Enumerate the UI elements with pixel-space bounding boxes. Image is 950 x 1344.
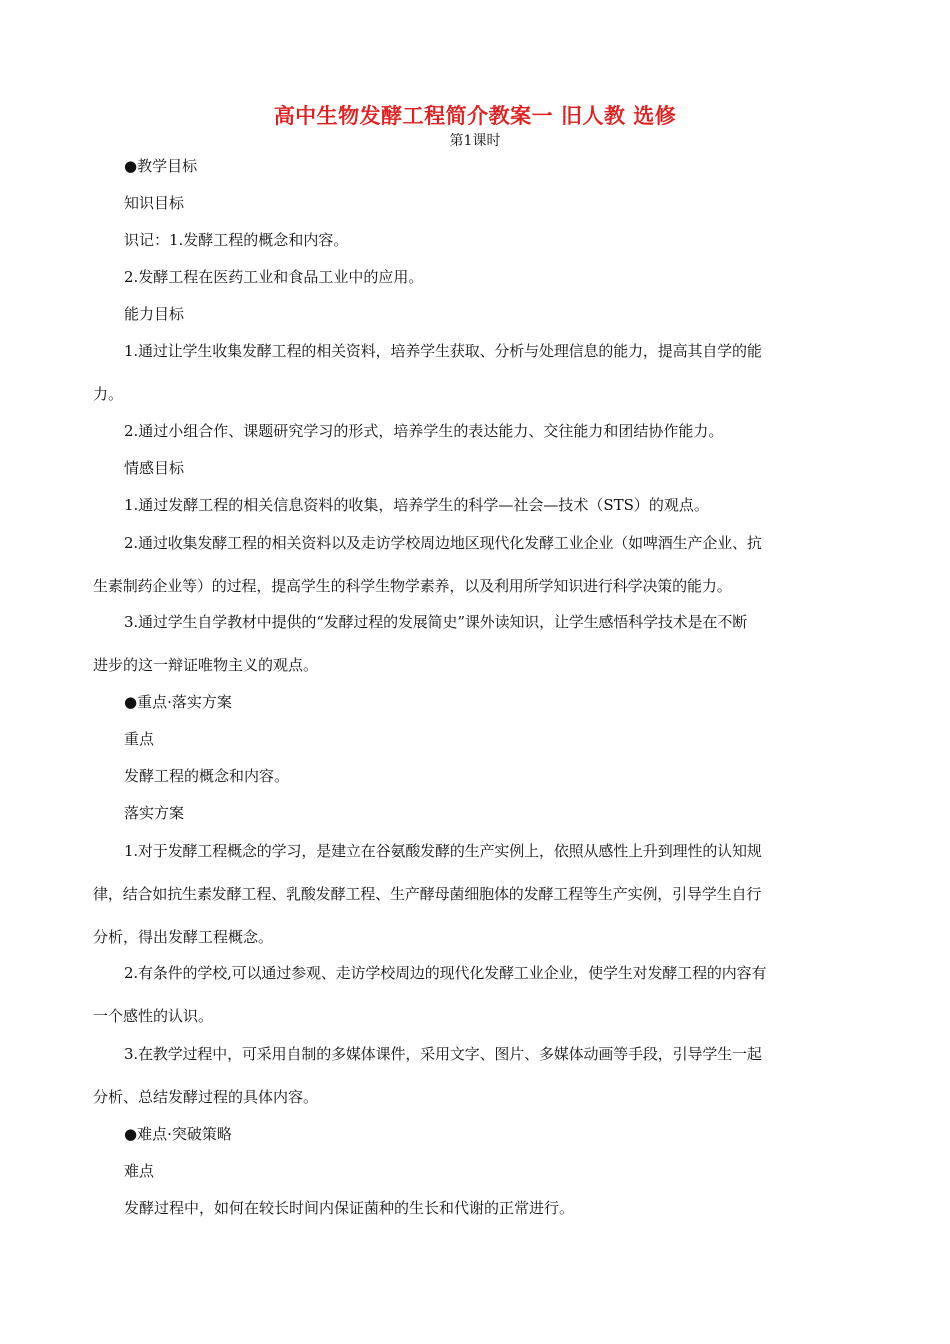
paragraph: 1.通过发酵工程的相关信息资料的收集，培养学生的科学—社会—技术（STS）的观点。 (124, 496, 709, 514)
section-heading-difficulties: ●难点·突破策略 (124, 1125, 232, 1143)
paragraph: 识记：1.发酵工程的概念和内容。 (124, 231, 349, 249)
paragraph: 2.通过收集发酵工程的相关资料以及走访学校周边地区现代化发酵工业企业（如啤酒生产企业、抗 (124, 534, 762, 552)
section-heading-key-points: ●重点·落实方案 (124, 693, 232, 711)
paragraph-continuation: 分析、总结发酵过程的具体内容。 (93, 1088, 319, 1106)
paragraph: 3.在教学过程中，可采用自制的多媒体课件，采用文字、图片、多媒体动画等手段，引导学生一起 (124, 1045, 762, 1063)
section-heading-teaching-goals: ●教学目标 (124, 157, 198, 175)
paragraph-continuation: 力。 (93, 385, 124, 403)
paragraph: 发酵工程的概念和内容。 (124, 767, 290, 785)
paragraph: 2.通过小组合作、课题研究学习的形式，培养学生的表达能力、交往能力和团结协作能力。 (124, 422, 724, 440)
paragraph-continuation: 一个感性的认识。 (93, 1007, 214, 1025)
paragraph: 2.有条件的学校,可以通过参观、走访学校周边的现代化发酵工业企业，使学生对发酵工程的内容有 (124, 964, 767, 982)
paragraph: 3.通过学生自学教材中提供的“发酵过程的发展简史”课外读知识，让学生感悟科学技术是在不断 (124, 613, 748, 631)
paragraph: 发酵过程中，如何在较长时间内保证菌种的生长和代谢的正常进行。 (124, 1199, 575, 1217)
paragraph-continuation: 生素制药企业等）的过程，提高学生的科学生物学素养，以及利用所学知识进行科学决策的能力。 (93, 577, 732, 595)
paragraph: 2.发酵工程在医药工业和食品工业中的应用。 (124, 268, 424, 286)
paragraph-continuation: 分析，得出发酵工程概念。 (93, 928, 274, 946)
subheading-difficulty: 难点 (124, 1162, 155, 1180)
paragraph: 1.对于发酵工程概念的学习，是建立在谷氨酸发酵的生产实例上，依照从感性上升到理性的认知规 (124, 842, 762, 860)
subheading-ability-goals: 能力目标 (124, 305, 185, 323)
paragraph-continuation: 进步的这一辩证唯物主义的观点。 (93, 656, 319, 674)
subheading-knowledge-goals: 知识目标 (124, 194, 185, 212)
paragraph: 1.通过让学生收集发酵工程的相关资料，培养学生获取、分析与处理信息的能力，提高其自学的能 (124, 342, 762, 360)
lesson-subtitle: 第1课时 (449, 133, 501, 149)
paragraph-continuation: 律，结合如抗生素发酵工程、乳酸发酵工程、生产酵母菌细胞体的发酵工程等生产实例，引导学生自行 (93, 885, 762, 903)
document-title: 高中生物发酵工程简介教案一 旧人教 选修 (273, 103, 677, 128)
subheading-emotional-goals: 情感目标 (124, 459, 185, 477)
subheading-key-point: 重点 (124, 730, 155, 748)
subheading-implementation-plan: 落实方案 (124, 804, 185, 822)
